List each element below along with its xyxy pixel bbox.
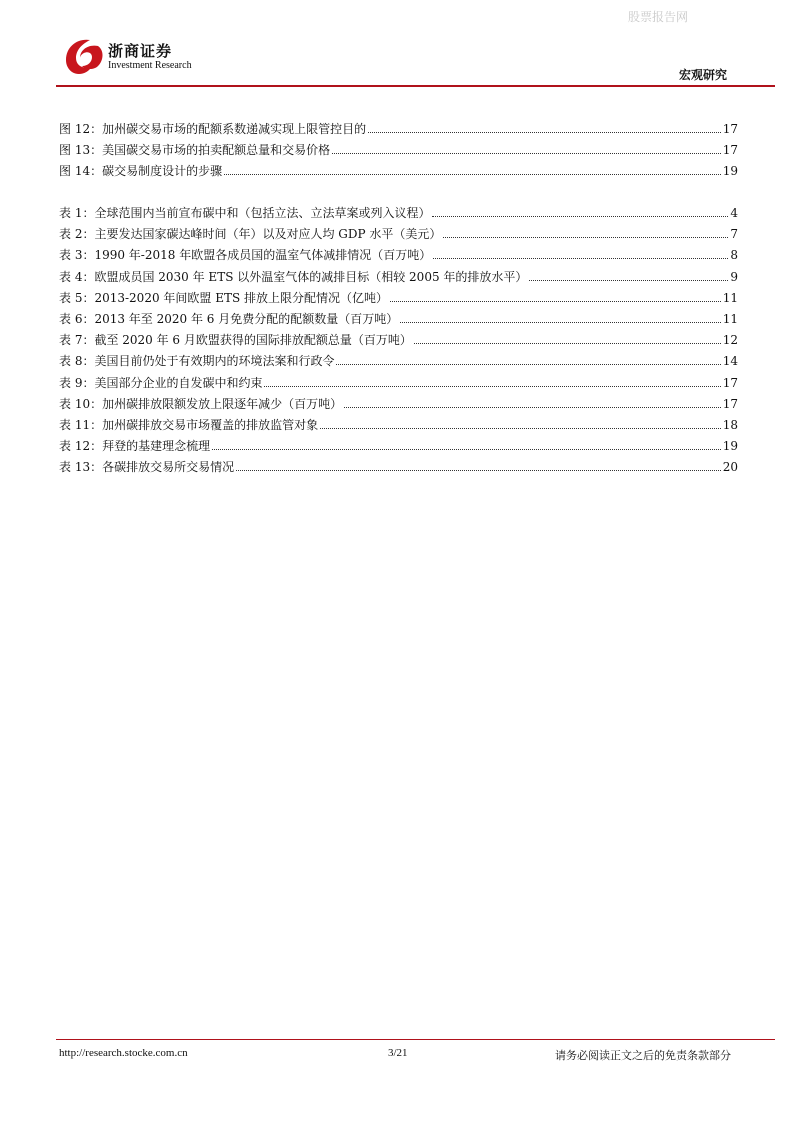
toc-leader-dots [320, 428, 721, 429]
toc-entry-label: 表 13：各碳排放交易所交易情况 [59, 460, 235, 474]
toc-leader-dots [224, 174, 721, 175]
toc-entry-label: 表 2：主要发达国家碳达峰时间（年）以及对应人均 GDP 水平（美元） [59, 227, 442, 241]
toc-entry[interactable] [59, 242, 738, 262]
toc-leader-dots [400, 322, 720, 323]
toc-entry-page: 12 [722, 333, 738, 347]
toc-leader-dots [432, 216, 728, 217]
header-divider [56, 85, 775, 87]
toc-entry-page: 9 [730, 270, 738, 284]
toc-leader-dots [344, 407, 721, 408]
company-logo [62, 36, 212, 78]
toc-entry-page: 17 [722, 122, 738, 136]
watermark: 股票报告网 [628, 10, 689, 24]
toc-entry[interactable] [59, 391, 738, 411]
toc-entry-page: 20 [722, 460, 738, 474]
toc-entry-page: 11 [722, 291, 738, 305]
toc-leader-dots [264, 386, 720, 387]
section-tag: 宏观研究 [678, 68, 727, 82]
toc-entry-page: 14 [722, 354, 738, 368]
toc-entry[interactable] [59, 348, 738, 368]
toc-entry[interactable] [59, 264, 738, 284]
toc-entry[interactable] [59, 327, 738, 347]
toc-entry-label: 表 6：2013 年至 2020 年 6 月免费分配的配额数量（百万吨） [59, 312, 399, 326]
footer-divider [56, 1039, 775, 1040]
logo-english-name: Investment Research [108, 60, 192, 71]
toc-entry[interactable] [59, 370, 738, 390]
toc-entry-page: 18 [722, 418, 738, 432]
logo-chinese-name: 浙商证券 [108, 42, 173, 60]
toc-leader-dots [390, 301, 721, 302]
toc-entry[interactable] [59, 116, 738, 136]
toc-entry-label: 表 10：加州碳排放限额发放上限逐年减少（百万吨） [59, 397, 343, 411]
toc-entry-label: 表 7：截至 2020 年 6 月欧盟获得的国际排放配额总量（百万吨） [59, 333, 412, 347]
toc-entry[interactable] [59, 412, 738, 432]
toc-entry-label: 图 14：碳交易制度设计的步骤 [59, 164, 223, 178]
toc-entry-label: 表 5：2013-2020 年间欧盟 ETS 排放上限分配情况（亿吨） [59, 291, 389, 305]
toc-entry-page: 7 [730, 227, 738, 241]
toc-entry-label: 表 9：美国部分企业的自发碳中和约束 [59, 376, 263, 390]
toc-entry-label: 图 13：美国碳交易市场的拍卖配额总量和交易价格 [59, 143, 331, 157]
footer-page-number: 3/21 [388, 1047, 408, 1059]
toc-entry-label: 表 12：拜登的基建理念梳理 [59, 439, 211, 453]
toc-entry-page: 11 [722, 312, 738, 326]
footer-disclaimer: 请务必阅读正文之后的免责条款部分 [555, 1049, 731, 1062]
toc-entry-page: 17 [722, 143, 738, 157]
toc-entry-page: 19 [722, 439, 738, 453]
toc-leader-dots [433, 258, 728, 259]
logo-emblem-icon [62, 36, 106, 78]
toc-leader-dots [443, 237, 728, 238]
toc-leader-dots [368, 132, 721, 133]
toc-entry-page: 17 [722, 397, 738, 411]
toc-leader-dots [336, 364, 720, 365]
toc-entry-page: 17 [722, 376, 738, 390]
toc-leader-dots [332, 153, 721, 154]
toc-entry-page: 8 [730, 248, 738, 262]
toc-entry-label: 表 11：加州碳排放交易市场覆盖的排放监管对象 [59, 418, 319, 432]
toc-entry-label: 图 12：加州碳交易市场的配额系数递减实现上限管控目的 [59, 122, 367, 136]
toc-entry-page: 19 [722, 164, 738, 178]
toc-leader-dots [212, 449, 721, 450]
toc-entry[interactable] [59, 306, 738, 326]
toc-entry-label: 表 3：1990 年-2018 年欧盟各成员国的温室气体减排情况（百万吨） [59, 248, 432, 262]
toc-leader-dots [236, 470, 721, 471]
toc-entry[interactable] [59, 433, 738, 453]
toc-entry[interactable] [59, 221, 738, 241]
toc-entry[interactable] [59, 158, 738, 178]
toc-entry[interactable] [59, 137, 738, 157]
toc-entry-page: 4 [730, 206, 738, 220]
toc-entry-label: 表 4：欧盟成员国 2030 年 ETS 以外温室气体的减排目标（相较 2005 年的排放水平） [59, 270, 528, 284]
toc-entry[interactable] [59, 454, 738, 474]
toc-entry[interactable] [59, 285, 738, 305]
toc-leader-dots [414, 343, 721, 344]
toc-leader-dots [529, 280, 728, 281]
toc-entry-label: 表 1：全球范围内当前宣布碳中和（包括立法、立法草案或列入议程） [59, 206, 431, 220]
footer-url-link[interactable]: http://research.stocke.com.cn [59, 1047, 188, 1059]
toc-entry[interactable] [59, 200, 738, 220]
toc-entry-label: 表 8：美国目前仍处于有效期内的环境法案和行政令 [59, 354, 335, 368]
